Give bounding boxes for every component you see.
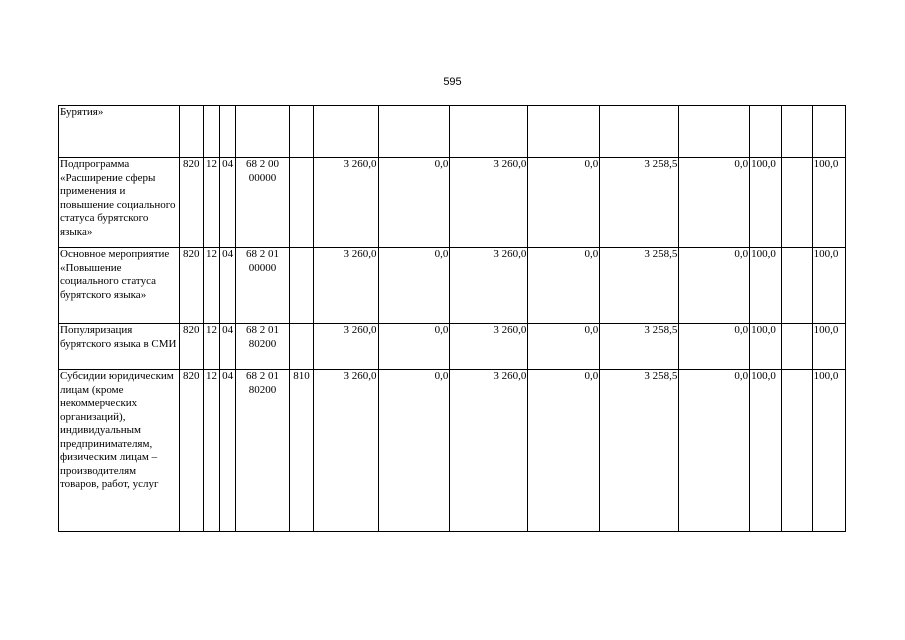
subsection-code-cell: 04: [220, 370, 236, 532]
table-row: [59, 248, 846, 324]
subsection-code-cell: 04: [220, 324, 236, 370]
section-code-cell: 12: [203, 248, 220, 324]
ministry-code-cell: 820: [179, 324, 203, 370]
value-cell-2: 0,0: [378, 324, 450, 370]
value-cell-1: 3 260,0: [314, 158, 379, 248]
percent-cell-2: [782, 158, 812, 248]
percent-cell-3: 100,0: [812, 158, 845, 248]
percent-cell-3: 100,0: [812, 248, 845, 324]
expense-type-cell: 810: [290, 370, 314, 532]
value-cell-1: 3 260,0: [314, 248, 379, 324]
percent-cell-2: [782, 248, 812, 324]
value-cell-4: [528, 106, 600, 158]
value-cell-4: 0,0: [528, 324, 600, 370]
value-cell-5: 3 258,5: [600, 158, 679, 248]
value-cell-3: 3 260,0: [450, 324, 528, 370]
expense-type-cell: [290, 248, 314, 324]
row-name-cell: Субсидии юридическим лицам (кроме некоммерческих организаций), индивидуальным предпринимателям, физическим лицам – производителям товаров, работ, услуг: [59, 370, 180, 532]
expense-type-cell: [290, 324, 314, 370]
expense-type-cell: [290, 106, 314, 158]
percent-cell-1: 100,0: [750, 158, 782, 248]
percent-cell-1: 100,0: [750, 370, 782, 532]
value-cell-5: 3 258,5: [600, 324, 679, 370]
value-cell-1: 3 260,0: [314, 370, 379, 532]
value-cell-3: [450, 106, 528, 158]
percent-cell-1: 100,0: [750, 248, 782, 324]
value-cell-5: 3 258,5: [600, 370, 679, 532]
target-article-cell: 68 2 01 80200: [235, 324, 289, 370]
target-article-cell: [235, 106, 289, 158]
value-cell-5: [600, 106, 679, 158]
table-row: [59, 158, 846, 248]
value-cell-3: 3 260,0: [450, 370, 528, 532]
percent-cell-1: [750, 106, 782, 158]
table-row: [59, 106, 846, 158]
percent-cell-3: 100,0: [812, 370, 845, 532]
target-article-cell: 68 2 01 80200: [235, 370, 289, 532]
target-article-cell: 68 2 00 00000: [235, 158, 289, 248]
percent-cell-1: 100,0: [750, 324, 782, 370]
row-name-cell: Бурятия»: [59, 106, 180, 158]
value-cell-3: 3 260,0: [450, 158, 528, 248]
ministry-code-cell: [179, 106, 203, 158]
table-row: [59, 324, 846, 370]
percent-cell-3: [812, 106, 845, 158]
value-cell-6: 0,0: [679, 324, 750, 370]
value-cell-3: 3 260,0: [450, 248, 528, 324]
row-name-cell: Подпрограмма «Расширение сферы применения и повышение социального статуса бурятского языка»: [59, 158, 180, 248]
value-cell-1: 3 260,0: [314, 324, 379, 370]
value-cell-2: 0,0: [378, 248, 450, 324]
value-cell-4: 0,0: [528, 158, 600, 248]
value-cell-4: 0,0: [528, 370, 600, 532]
percent-cell-2: [782, 106, 812, 158]
target-article-cell: 68 2 01 00000: [235, 248, 289, 324]
row-name-cell: Основное мероприятие «Повышение социального статуса бурятского языка»: [59, 248, 180, 324]
section-code-cell: [203, 106, 220, 158]
expense-type-cell: [290, 158, 314, 248]
value-cell-6: 0,0: [679, 248, 750, 324]
section-code-cell: 12: [203, 324, 220, 370]
subsection-code-cell: 04: [220, 248, 236, 324]
subsection-code-cell: 04: [220, 158, 236, 248]
ministry-code-cell: 820: [179, 248, 203, 324]
table-row: [59, 370, 846, 532]
value-cell-2: [378, 106, 450, 158]
value-cell-6: 0,0: [679, 158, 750, 248]
ministry-code-cell: 820: [179, 370, 203, 532]
value-cell-1: [314, 106, 379, 158]
value-cell-6: [679, 106, 750, 158]
value-cell-6: 0,0: [679, 370, 750, 532]
value-cell-2: 0,0: [378, 158, 450, 248]
page-number: 595: [443, 76, 462, 88]
percent-cell-2: [782, 370, 812, 532]
row-name-cell: Популяризация бурятского языка в СМИ: [59, 324, 180, 370]
percent-cell-3: 100,0: [812, 324, 845, 370]
value-cell-2: 0,0: [378, 370, 450, 532]
percent-cell-2: [782, 324, 812, 370]
value-cell-4: 0,0: [528, 248, 600, 324]
section-code-cell: 12: [203, 370, 220, 532]
subsection-code-cell: [220, 106, 236, 158]
section-code-cell: 12: [203, 158, 220, 248]
budget-table: [58, 105, 846, 532]
value-cell-5: 3 258,5: [600, 248, 679, 324]
ministry-code-cell: 820: [179, 158, 203, 248]
